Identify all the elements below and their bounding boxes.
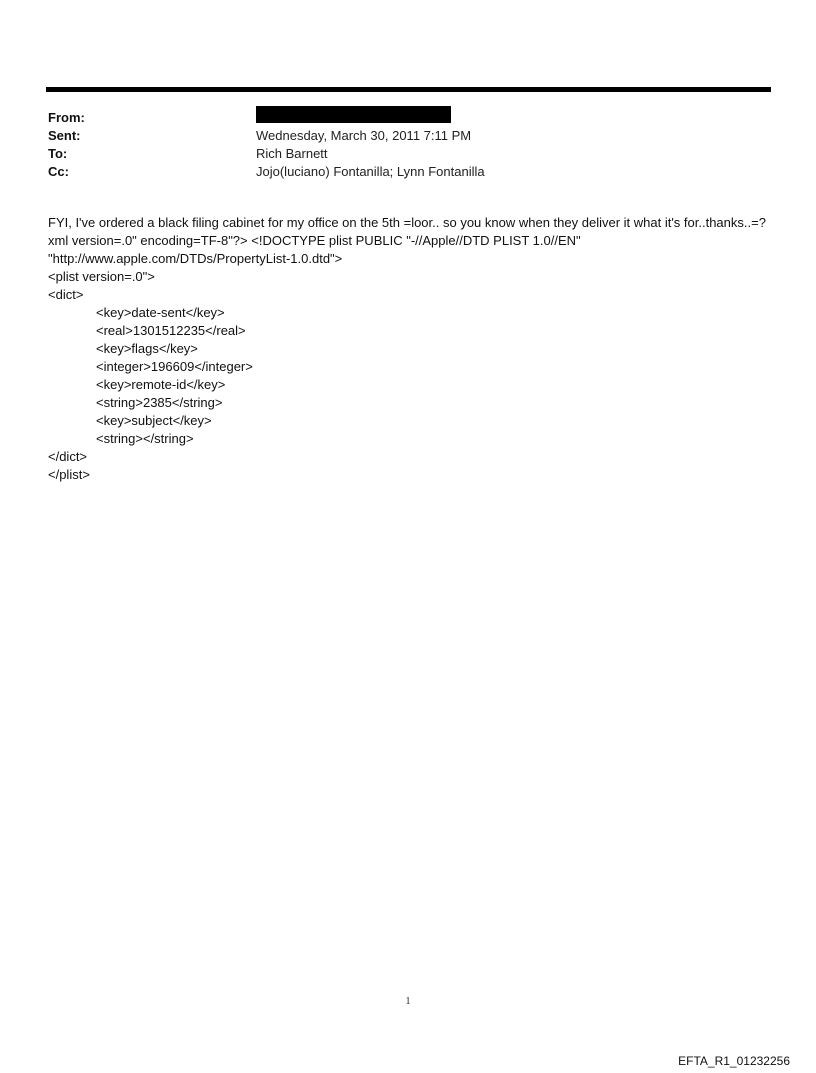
page-number: 1 bbox=[405, 996, 411, 1007]
plist-close-line: </plist> bbox=[48, 467, 90, 482]
dict-close-line: </dict> bbox=[48, 449, 88, 464]
dict-open-line: <dict> bbox=[48, 287, 84, 302]
plist-entry-line: <string></string> bbox=[96, 431, 194, 446]
document-id: EFTA_R1_01232256 bbox=[678, 1054, 790, 1068]
plist-entry-line: <string>2385</string> bbox=[96, 395, 223, 410]
header-divider bbox=[46, 87, 771, 92]
plist-entry-line: <key>date-sent</key> bbox=[96, 305, 225, 320]
plist-entry-line: <key>subject</key> bbox=[96, 413, 212, 428]
cc-label: Cc: bbox=[48, 163, 69, 179]
plist-entry-line: <key>flags</key> bbox=[96, 341, 198, 356]
plist-entry-line: <real>1301512235</real> bbox=[96, 323, 246, 338]
sent-value: Wednesday, March 30, 2011 7:11 PM bbox=[256, 127, 472, 143]
from-label: From: bbox=[48, 109, 85, 125]
plist-entry-line: <key>remote-id</key> bbox=[96, 377, 226, 392]
to-row bbox=[48, 144, 768, 162]
to-value: Rich Barnett bbox=[256, 145, 328, 161]
from-redaction bbox=[256, 106, 451, 123]
cc-row bbox=[48, 162, 768, 180]
email-header bbox=[48, 108, 768, 180]
sent-row bbox=[48, 126, 768, 144]
body-paragraph: FYI, I've ordered a black filing cabinet for my office on the 5th =loor.. so you know when they deliver it what it's for..thanks..=?xml version=.0" encoding=TF-8"?> <!DOCTYPE plist PUBLIC "-//Apple//DTD PLIST 1.0//EN" "http://www.apple.com/DTDs/PropertyList-1.0.dtd"> bbox=[48, 215, 766, 266]
plist-open-line: <plist version=.0"> bbox=[48, 269, 155, 284]
sent-label: Sent: bbox=[48, 127, 81, 143]
email-body bbox=[48, 214, 768, 484]
plist-entry-line: <integer>196609</integer> bbox=[96, 359, 253, 374]
to-label: To: bbox=[48, 145, 68, 161]
cc-value: Jojo(luciano) Fontanilla; Lynn Fontanilla bbox=[256, 163, 485, 179]
from-row bbox=[48, 108, 768, 126]
